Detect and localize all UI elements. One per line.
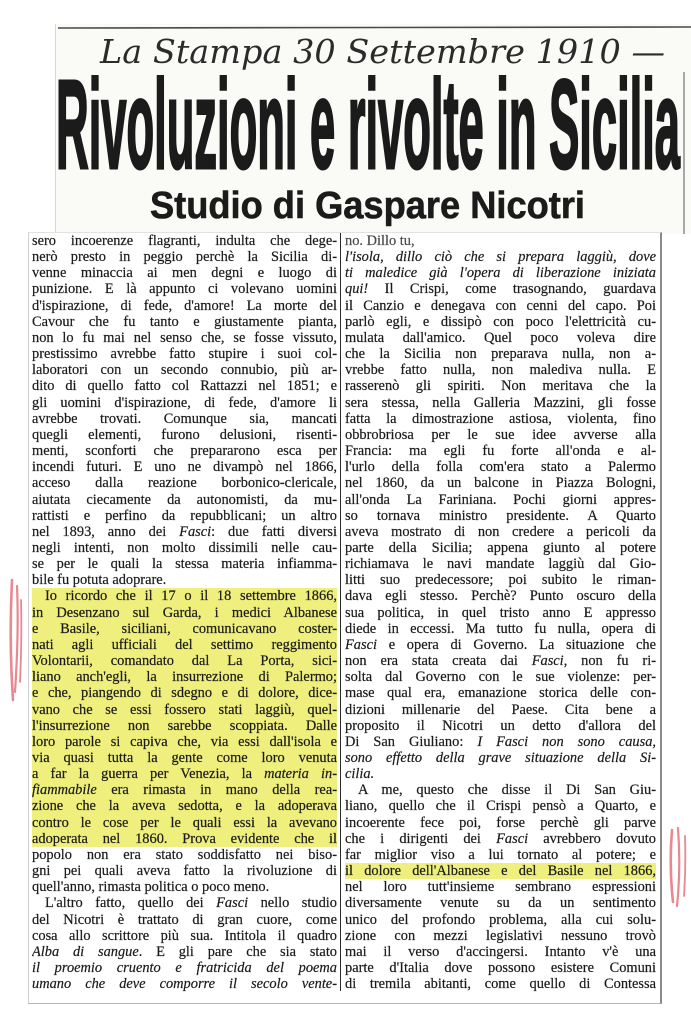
text-segment: L'altro fatto, quello dei [45,895,217,912]
text-line: diede in eccessi. Ma tutto fu nulla, opera di [345,620,656,637]
text-segment: : due fatti diversi [211,523,337,540]
text-segment: che i dirigenti dei [345,830,497,847]
text-line [345,734,656,750]
highlighted-text-line: adoperata nel 1860. Prova evidente che il [32,830,337,847]
highlighted-text-line: loro parole si capiva che, via essi dall'isola e [32,733,337,750]
highlighted-text-line: in Desenzano sul Garda, i medici Albanese [32,604,337,621]
text-line: Francia: ma egli fu forte all'onda e al- [345,443,656,460]
text-line: menti, sconforti che prepararono esca per [32,443,337,460]
text-line: A me, questo che disse il Di San Giu- [358,782,656,799]
red-pencil-mark [671,830,673,902]
text-line: bile fu potuta adoprare. [32,572,167,589]
text-line [345,766,656,782]
highlighted-text-line: vano che se essi fossero stati laggiù, quel- [32,701,337,718]
text-line: nel loro tutt'insieme sembrano espressioni [345,879,656,896]
text-line: incoerente fece poi, forse perchè gli parve [345,814,656,831]
text-segment: e opera di Governo. La situazione che [376,636,656,653]
text-line: sero incoerenze flagranti, indulta che dege- [32,233,337,249]
text-segment: , non fu ri- [563,653,656,670]
text-line: l'urlo della folla com'era stato a Palermo [345,459,656,476]
highlighted-text-line: via quasi tutta la gente come loro venuta [32,750,337,766]
text-line: laboratori con un secondo connubio, più ar- [32,362,337,379]
text-line: acceso dalla reazione borbonico-clericale, [32,475,337,492]
text-line [32,976,337,992]
italic-text: sono effetto della grave situazione della Si- [345,750,656,766]
text-line: no. Dillo tu, [345,233,415,249]
text-segment: . E gli pare che sia stato [138,943,337,960]
text-line: se per le quali la stessa materia infiamma- [32,556,337,573]
text-line: mulata dall'amico. Quel poco voleva dire [345,329,656,346]
italic-text: fiammabile [32,782,97,799]
text-line: non lo fu mai nel senso che, se fosse vissuto, [32,329,337,346]
text-segment: avrebbero dovuto [528,830,656,847]
text-line: mai il verso d'accingersi. Intanto v'è una [345,943,656,960]
text-line [32,960,337,976]
text-line: litti suo predecessore; poi subito le riman- [345,572,656,589]
text-line: cosa allo scrittore più sua. Intitola il quadro [32,927,337,944]
red-pencil-mark [15,586,18,692]
text-line: so tornava ministro presidente. A Quarto [345,507,656,524]
text-line: unico del profondo problema, alla cui solu- [345,911,656,928]
italic-text: Fasci [496,830,529,847]
red-pencil-mark [20,600,21,682]
italic-text: umano che deve comporre il secolo vente- [32,976,337,993]
highlighted-text-line: liano anch'egli, la insurrezione di Palermo; [32,669,337,686]
text-line: far miglior viso a lui tornato al potere; e [345,846,656,863]
text-line: del Nicotri è trattato di gran cuore, come [32,911,337,928]
text-line [32,524,337,540]
clipping-top-edge [58,27,691,28]
text-line: aiutata ciecamente da autonomisti, da mu- [32,491,337,508]
text-line: popolo non era stato soddisfatto nei biso- [32,846,337,863]
text-line: di tremila abitanti, come quello di Contessa [345,976,656,993]
article-subtitle: Studio di Gaspare Nicotri [150,185,585,227]
handwritten-note: La Stampa 30 Settembre 1910 — [98,32,665,71]
text-line [345,281,656,297]
highlighted-text-line: e che, piangendo di sdegno e di dolore, dice- [32,685,337,702]
text-line: fatta la dimostrazione astiosa, violenta, fino [345,410,656,427]
headline-block [0,0,691,240]
text-line: parlò egli, e dissipò con poco l'elettricità cu- [345,313,656,330]
text-segment: era rimasta in mano della rea- [96,782,337,799]
text-line: nerò presto in peggio perchè la Sicilia di- [32,249,337,266]
text-line: aveva mostrato di non credere a pericoli da [345,523,656,540]
italic-text: Fasci [216,895,249,912]
text-line: incendi futuri. E uno ne divampò nel 1866, [32,459,337,476]
text-line: sua politica, in quel tristo anno E appresso [345,604,656,621]
highlighted-text-line: nati agli ufficiali del settimo reggimento [32,636,337,653]
text-line: dito di quello fatto col Rattazzi nel 1851; e [32,378,337,395]
column-divider [340,233,341,991]
text-line: obbrobriosa per le sue idee avverse alla [345,426,656,443]
text-line [345,265,656,281]
text-line: Cavour che fu tanto e giustamente pianta, [32,313,337,330]
text-line: all'onda La Fariniana. Pochi giorni appres- [345,491,656,508]
text-line: zione con mezzi legislativi nessuno trovò [345,927,656,944]
text-line: rasserenò gli spiriti. Non meritava che la [345,378,656,395]
text-line [345,637,656,653]
highlighted-text-line: il dolore dell'Albanese e del Basile nel 1866, [345,863,656,880]
highlighted-text-line: l'insurrezione non sarebbe scoppiata. Dalle [32,717,337,734]
highlighted-text-line [32,782,337,798]
text-segment: Di San Giuliano: [345,733,478,750]
text-line: solta dal Governo con le sue violenze: per- [345,669,656,686]
text-line: quegli elementi, furono delusioni, risenti- [32,426,337,443]
text-line: che la Sicilia non preparava nulla, non a- [345,346,656,363]
text-segment: a far la guerra per Venezia, la [32,766,265,783]
italic-text: materia in- [264,766,337,783]
text-line [345,750,656,766]
italic-text: Fasci [531,653,564,670]
highlighted-text-line [32,766,337,782]
text-line: il Canzio e denegava con cenni del capo. Poi [345,297,656,314]
highlighted-text-line: e Basile, siciliani, comunicavano coster- [32,620,337,637]
text-line: liano, quello che il Crispi pensò a Quarto, e [345,798,656,815]
text-line: dava egli stesso. Perchè? Punto oscuro della [345,588,656,605]
text-line: nel 1860, da un balcone in Piazza Bologni, [345,475,656,492]
text-segment: nel 1893, anno dei [32,523,180,540]
text-segment: Il Crispi, come trasognando, guardava [368,281,656,298]
red-pencil-mark [677,828,679,906]
italic-text: qui! [345,281,369,298]
text-line: parte d'Italia dove possono esistere Comuni [345,960,656,977]
article-title: Rivoluzioni e rivolte in Sicilia [56,54,681,195]
text-line: rattisti e perfino da repubblicani; un altro [32,507,337,524]
text-line: dizioni millenarie del Paese. Cita bene a [345,701,656,718]
text-line [345,249,656,265]
highlighted-text-line: Volontarii, comandato dal La Porta, sici- [32,653,337,670]
red-pencil-mark [684,836,685,896]
highlighted-text-line: Io ricordo che il 17 o il 18 settembre 1866, [32,588,337,604]
left-column [32,233,337,992]
text-line: vrebbe fatto nulla, non malediva nulla. E [345,362,656,379]
italic-text: ti maledice già l'opera di liberazione iniziata [345,265,656,282]
text-segment: nello studio [248,895,337,912]
text-line [345,653,656,669]
text-segment: non era stata creata dai [345,653,532,670]
text-line: venne minaccia ai men degni e luogo di [32,265,337,282]
right-column [345,233,656,992]
italic-text: Fasci [179,523,212,540]
text-line [32,944,337,960]
italic-text: il proemio cruento e fratricida del poema [32,960,337,977]
text-line: punizione. E là appunto ci volevano uomini [32,281,337,298]
text-line: diversamente venute su da un sentimento [345,895,656,912]
italic-text: cilia. [345,766,375,783]
text-line [32,895,337,911]
text-line: gli uomini d'ispirazione, di fede, d'amore li [32,394,337,411]
highlighted-text-line: contro le cose per le quali essi la avevano [32,814,337,831]
text-line: negli intenti, non molto dissimili nelle cau- [32,539,337,556]
text-line [345,831,656,847]
article-body [28,232,662,1004]
text-line: parte della Sicilia; appena giunto al potere [345,539,656,556]
italic-text: Alba di sangue [32,943,139,960]
text-line: prestissimo avrebbe fatto stupire i suoi col- [32,346,337,363]
text-line: richiamava le navi mandate laggiù dal Gio- [345,556,656,573]
red-pencil-mark [11,580,13,700]
text-line: proposito il Nicotri un detto d'allora del [345,717,656,734]
italic-text: Fasci [345,636,377,653]
text-line: d'ispirazione, di fede, d'amore! La morte del [32,297,337,314]
text-line: sera stessa, nella Galleria Mazzini, gli fosse [345,394,656,411]
italic-text: l'isola, dillo ciò che si prepara laggiù, dove [345,249,656,266]
text-line: mase qual era, emanazione storica delle con- [345,685,656,702]
text-line: avrebbe trovati. Comunque sia, mancati [32,410,337,427]
text-line: gni pei quali aveva fatto la rivoluzione di [32,863,337,880]
italic-text: I Fasci non sono causa, [477,733,656,750]
text-line: quell'anno, rimasta politica o poco meno. [32,879,270,896]
highlighted-text-line: zione che la aveva sedotta, e la adoperava [32,798,337,815]
